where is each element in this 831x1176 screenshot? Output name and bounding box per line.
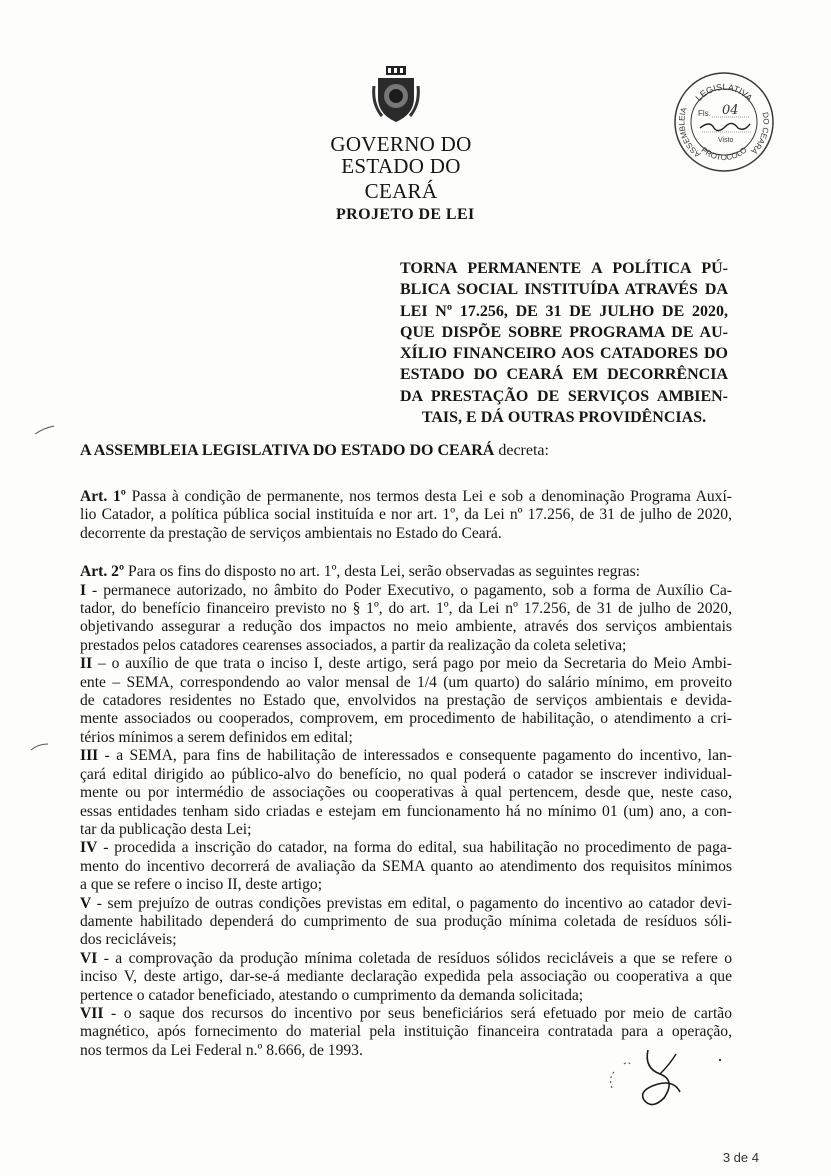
ementa-line: XÍLIO FINANCEIRO AOS CATADORES DO bbox=[400, 345, 728, 363]
stamp-visto-label: Visto bbox=[718, 137, 734, 144]
inciso-label: V bbox=[80, 894, 92, 912]
ementa-line: DA PRESTAÇÃO DE SERVIÇOS AMBIEN- bbox=[400, 387, 728, 405]
inciso-line: V - sem prejuízo de outras condições previstas em edital, o pagamento do incentivo ao catador devi- bbox=[80, 894, 732, 912]
inciso-line: II – o auxílio de que trata o inciso I, deste artigo, será pago por meio da Secretaria do Meio Ambi- bbox=[80, 655, 732, 673]
inciso-line: magnético, após fornecimento do material pela instituição financeira contratada para a operação, bbox=[80, 1023, 732, 1041]
margin-mark-icon bbox=[30, 742, 50, 752]
stamp-bottom-text: PROTOCOLO bbox=[699, 145, 749, 163]
inciso-line: tador, do benefício financeiro previsto no § 1º, do art. 1º, da Lei nº 17.256, de 31 de julho de 2020, bbox=[80, 600, 732, 618]
inciso-line: tar da publicação desta Lei; bbox=[80, 820, 252, 838]
art2-label: Art. 2º bbox=[80, 563, 125, 581]
inciso-line: ente – SEMA, correspondendo ao valor mensal de 1/4 (um quarto) do salário mínimo, em proveito bbox=[80, 673, 732, 691]
inciso-line: inciso V, deste artigo, dar-se-á mediante declaração expedida pela associação ou cooperativa a que bbox=[80, 968, 732, 986]
articles-body bbox=[80, 488, 732, 1060]
ementa-line: ESTADO DO CEARÁ EM DECORRÊNCIA bbox=[400, 366, 728, 384]
coat-of-arms-icon bbox=[372, 64, 420, 124]
inciso-line: de catadores residentes no Estado que, envolvidos na prestação de serviços ambientais e devida- bbox=[80, 692, 732, 710]
margin-mark-icon bbox=[34, 424, 56, 436]
decree-bold: A ASSEMBLEIA LEGISLATIVA DO ESTADO DO CEARÁ bbox=[80, 442, 495, 459]
svg-text:PROTOCOLO bbox=[699, 145, 748, 162]
inciso-line: çará edital dirigido ao público-alvo do benefício, no qual poderá o catador se inscrever individual- bbox=[80, 765, 732, 783]
decree-line bbox=[80, 442, 549, 460]
inciso-line: térios mínimos a serem definidos em edital; bbox=[80, 728, 353, 746]
inciso-line: mento do incentivo decorrerá de avaliação da SEMA quanto ao atendimento dos requisitos mínimos bbox=[80, 857, 732, 875]
inciso-line: prestados pelos catadores cearenses associados, a partir da realização da coleta seletiva; bbox=[80, 636, 627, 654]
art1-line: lio Catador, a política pública social instituída e nor art. 1º, da Lei nº 17.256, de 31 de julho de 2020, bbox=[80, 506, 732, 524]
inciso-line: mente associados ou cooperados, comprovem, em procedimento de habilitação, o atendimento a cri- bbox=[80, 710, 732, 728]
inciso-line: nos termos da Lei Federal n.º 8.666, de 1993. bbox=[80, 1041, 363, 1059]
signature-icon bbox=[604, 1040, 724, 1112]
decree-rest: decreta: bbox=[494, 442, 549, 459]
ementa bbox=[400, 258, 728, 428]
inciso-line: a que se refere o inciso II, deste artigo; bbox=[80, 876, 323, 894]
art1-line: decorrente da prestação de serviços ambientais no Estado do Ceará. bbox=[80, 524, 502, 542]
inciso-line: pertence o catador beneficiado, atestando o cumprimento da demanda solicitada; bbox=[80, 986, 584, 1004]
ementa-line: QUE DISPÕE SOBRE PROGRAMA DE AU- bbox=[400, 323, 728, 341]
inciso-label: III bbox=[80, 747, 99, 765]
inciso-label: I bbox=[80, 581, 87, 599]
government-name: GOVERNO DO bbox=[330, 132, 472, 156]
inciso-line: damente habilitado dependerá do cumprimento de sua produção mínima coletada de resíduos sóli- bbox=[80, 912, 732, 930]
inciso-label: IV bbox=[80, 839, 98, 857]
page-number: 3 de 4 bbox=[722, 1150, 759, 1165]
state-name: ESTADO DO CEARÁ bbox=[341, 154, 461, 203]
inciso-line: IV - procedida a inscrição do catador, na forma do edital, sua habilitação no procedimento de paga- bbox=[80, 839, 732, 857]
ementa-line: LEI Nº 17.256, DE 31 DE JULHO DE 2020, bbox=[400, 302, 728, 320]
inciso-label: II bbox=[80, 655, 93, 673]
stamp-fls-value: 04 bbox=[722, 103, 739, 118]
inciso-label: VI bbox=[80, 949, 98, 967]
inciso-label: VII bbox=[80, 1004, 104, 1022]
art2-intro: Art. 2º Para os fins do disposto no art. 1º, desta Lei, serão observadas as seguintes regras: bbox=[80, 563, 640, 581]
inciso-line: objetivando assegurar a redução dos impactos no meio ambiente, através dos serviços ambientais bbox=[80, 618, 732, 636]
stamp-fls-label: Fls. bbox=[698, 109, 711, 118]
inciso-line: VII - o saque dos recursos do incentivo por seus beneficiários será efetuado por meio de cartão bbox=[80, 1004, 732, 1022]
svg-text:LEGISLATIVA bbox=[693, 82, 754, 103]
stamp-left-text: ASSEMBLEIA bbox=[677, 106, 703, 160]
inciso-line: VI - a comprovação da produção mínima coletada de resíduos sólidos recicláveis a que se refere o bbox=[80, 949, 732, 967]
inciso-line: essas entidades tenham sido criadas e estejam em funcionamento há no mínimo 01 (um) ano, a con- bbox=[80, 802, 732, 820]
protocol-stamp-icon bbox=[672, 70, 776, 174]
inciso-line: dos recicláveis; bbox=[80, 931, 177, 949]
ementa-line: TORNA PERMANENTE A POLÍTICA PÚ- bbox=[400, 260, 728, 277]
art1-line: Art. 1º Passa à condição de permanente, nos termos desta Lei e sob a denominação Programa Auxí- bbox=[80, 488, 732, 505]
inciso-line: I - permanece autorizado, no âmbito do Poder Executivo, o pagamento, sob a forma de Auxílio Ca- bbox=[80, 581, 732, 599]
stamp-right-text: DO CEARÁ bbox=[749, 111, 771, 156]
svg-text:DO CEARÁ bbox=[749, 112, 771, 157]
inciso-line: mente ou por intermédio de associações ou cooperativas à qual pertencem, desde que, neste caso, bbox=[80, 784, 732, 802]
art1-label: Art. 1º bbox=[80, 488, 126, 505]
stamp-top-text: LEGISLATIVA bbox=[693, 81, 755, 103]
ementa-line: TAIS, E DÁ OUTRAS PROVIDÊNCIAS. bbox=[421, 409, 707, 427]
ementa-line: BLICA SOCIAL INSTITUÍDA ATRAVÉS DA bbox=[400, 281, 728, 299]
document-title: PROJETO DE LEI bbox=[336, 206, 475, 223]
inciso-line: III - a SEMA, para fins de habilitação de interessados e consequente pagamento do incentivo, lan- bbox=[80, 747, 732, 765]
